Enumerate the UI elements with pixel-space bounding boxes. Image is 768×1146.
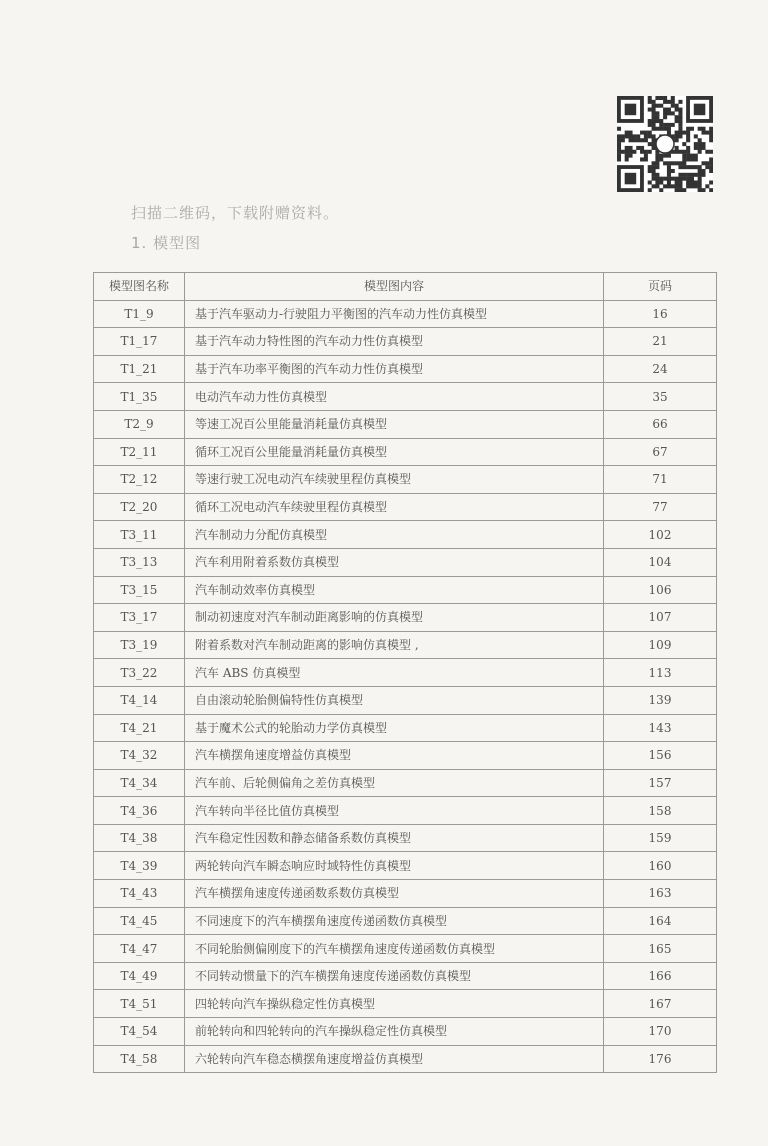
model-content-cell: 基于汽车驱动力-行驶阻力平衡图的汽车动力性仿真模型 [185, 300, 604, 328]
table-row [94, 328, 717, 356]
page-number-cell: 77 [604, 493, 717, 521]
model-name-cell: T4_34 [94, 769, 185, 797]
table-row [94, 769, 717, 797]
page-number-cell: 102 [604, 521, 717, 549]
model-content-cell: 附着系数对汽车制动距离的影响仿真模型 , [185, 631, 604, 659]
model-content-cell: 不同速度下的汽车横摆角速度传递函数仿真模型 [185, 907, 604, 935]
model-name-cell: T4_49 [94, 962, 185, 990]
model-content-cell: 汽车横摆角速度传递函数系数仿真模型 [185, 880, 604, 908]
table-row [94, 935, 717, 963]
model-content-cell: 汽车稳定性因数和静态储备系数仿真模型 [185, 824, 604, 852]
page-number-cell: 67 [604, 438, 717, 466]
table-row [94, 797, 717, 825]
page-number-cell: 106 [604, 576, 717, 604]
model-content-cell: 基于汽车动力特性图的汽车动力性仿真模型 [185, 328, 604, 356]
model-name-cell: T3_11 [94, 521, 185, 549]
page-number-cell: 35 [604, 383, 717, 411]
table-row [94, 990, 717, 1018]
table-row [94, 852, 717, 880]
model-content-cell: 两轮转向汽车瞬态响应时域特性仿真模型 [185, 852, 604, 880]
table-row [94, 576, 717, 604]
model-name-cell: T3_22 [94, 659, 185, 687]
qr-instruction-text: 扫描二维码，下载附赠资料。 [131, 204, 340, 222]
page-number-cell: 21 [604, 328, 717, 356]
model-name-cell: T1_35 [94, 383, 185, 411]
model-name-cell: T4_14 [94, 686, 185, 714]
header-model-name: 模型图名称 [94, 273, 185, 301]
page-number-cell: 143 [604, 714, 717, 742]
model-name-cell: T1_9 [94, 300, 185, 328]
model-name-cell: T4_51 [94, 990, 185, 1018]
table-row [94, 824, 717, 852]
page-number-cell: 109 [604, 631, 717, 659]
page-number-cell: 113 [604, 659, 717, 687]
model-content-cell: 汽车前、后轮侧偏角之差仿真模型 [185, 769, 604, 797]
model-content-cell: 六轮转向汽车稳态横摆角速度增益仿真模型 [185, 1045, 604, 1073]
table-row [94, 438, 717, 466]
page-number-cell: 71 [604, 466, 717, 494]
model-name-cell: T3_15 [94, 576, 185, 604]
model-name-cell: T4_32 [94, 742, 185, 770]
table-row [94, 686, 717, 714]
table-row [94, 631, 717, 659]
model-content-cell: 汽车制动效率仿真模型 [185, 576, 604, 604]
model-content-cell: 汽车横摆角速度增益仿真模型 [185, 742, 604, 770]
model-name-cell: T1_21 [94, 355, 185, 383]
model-content-cell: 前轮转向和四轮转向的汽车操纵稳定性仿真模型 [185, 1018, 604, 1046]
model-content-cell: 汽车 ABS 仿真模型 [185, 659, 604, 687]
page-number-cell: 16 [604, 300, 717, 328]
page-number-cell: 158 [604, 797, 717, 825]
model-name-cell: T4_54 [94, 1018, 185, 1046]
table-row [94, 300, 717, 328]
table-row [94, 1045, 717, 1073]
page-number-cell: 156 [604, 742, 717, 770]
model-name-cell: T4_47 [94, 935, 185, 963]
model-content-cell: 不同转动惯量下的汽车横摆角速度传递函数仿真模型 [185, 962, 604, 990]
model-name-cell: T4_36 [94, 797, 185, 825]
table-row [94, 962, 717, 990]
table-row [94, 355, 717, 383]
model-name-cell: T4_21 [94, 714, 185, 742]
page-number-cell: 24 [604, 355, 717, 383]
page-number-cell: 176 [604, 1045, 717, 1073]
model-content-cell: 制动初速度对汽车制动距离影响的仿真模型 [185, 604, 604, 632]
page-number-cell: 159 [604, 824, 717, 852]
model-content-cell: 循环工况电动汽车续驶里程仿真模型 [185, 493, 604, 521]
page-number-cell: 139 [604, 686, 717, 714]
model-name-cell: T4_39 [94, 852, 185, 880]
model-content-cell: 汽车利用附着系数仿真模型 [185, 548, 604, 576]
model-name-cell: T2_11 [94, 438, 185, 466]
page-number-cell: 164 [604, 907, 717, 935]
model-name-cell: T4_43 [94, 880, 185, 908]
model-content-cell: 汽车制动力分配仿真模型 [185, 521, 604, 549]
table-row [94, 907, 717, 935]
table-row [94, 1018, 717, 1046]
table-row [94, 742, 717, 770]
table-row [94, 493, 717, 521]
model-name-cell: T4_38 [94, 824, 185, 852]
page-number-cell: 163 [604, 880, 717, 908]
model-content-cell: 电动汽车动力性仿真模型 [185, 383, 604, 411]
page-number-cell: 160 [604, 852, 717, 880]
qr-code [617, 96, 713, 192]
model-content-cell: 基于魔术公式的轮胎动力学仿真模型 [185, 714, 604, 742]
model-content-cell: 自由滚动轮胎侧偏特性仿真模型 [185, 686, 604, 714]
table-row [94, 659, 717, 687]
table-row [94, 714, 717, 742]
page-number-cell: 157 [604, 769, 717, 797]
page-number-cell: 165 [604, 935, 717, 963]
table-row [94, 548, 717, 576]
model-name-cell: T2_9 [94, 410, 185, 438]
model-name-cell: T3_19 [94, 631, 185, 659]
model-content-cell: 不同轮胎侧偏刚度下的汽车横摆角速度传递函数仿真模型 [185, 935, 604, 963]
table-row [94, 521, 717, 549]
model-content-cell: 循环工况百公里能量消耗量仿真模型 [185, 438, 604, 466]
page-number-cell: 104 [604, 548, 717, 576]
table-row [94, 410, 717, 438]
page-number-cell: 107 [604, 604, 717, 632]
model-name-cell: T4_58 [94, 1045, 185, 1073]
model-name-cell: T2_12 [94, 466, 185, 494]
header-model-content: 模型图内容 [185, 273, 604, 301]
model-name-cell: T4_45 [94, 907, 185, 935]
page-number-cell: 66 [604, 410, 717, 438]
model-content-cell: 等速行驶工况电动汽车续驶里程仿真模型 [185, 466, 604, 494]
model-table [93, 272, 717, 1073]
table-header-row [94, 273, 717, 301]
model-content-cell: 等速工况百公里能量消耗量仿真模型 [185, 410, 604, 438]
table-row [94, 880, 717, 908]
model-name-cell: T3_17 [94, 604, 185, 632]
header-page: 页码 [604, 273, 717, 301]
page-number-cell: 170 [604, 1018, 717, 1046]
model-name-cell: T3_13 [94, 548, 185, 576]
model-content-cell: 汽车转向半径比值仿真模型 [185, 797, 604, 825]
model-name-cell: T1_17 [94, 328, 185, 356]
model-name-cell: T2_20 [94, 493, 185, 521]
model-content-cell: 基于汽车功率平衡图的汽车动力性仿真模型 [185, 355, 604, 383]
table-row [94, 466, 717, 494]
table-row [94, 383, 717, 411]
model-content-cell: 四轮转向汽车操纵稳定性仿真模型 [185, 990, 604, 1018]
page-number-cell: 167 [604, 990, 717, 1018]
page-number-cell: 166 [604, 962, 717, 990]
section-title: 1. 模型图 [131, 234, 202, 252]
table-row [94, 604, 717, 632]
